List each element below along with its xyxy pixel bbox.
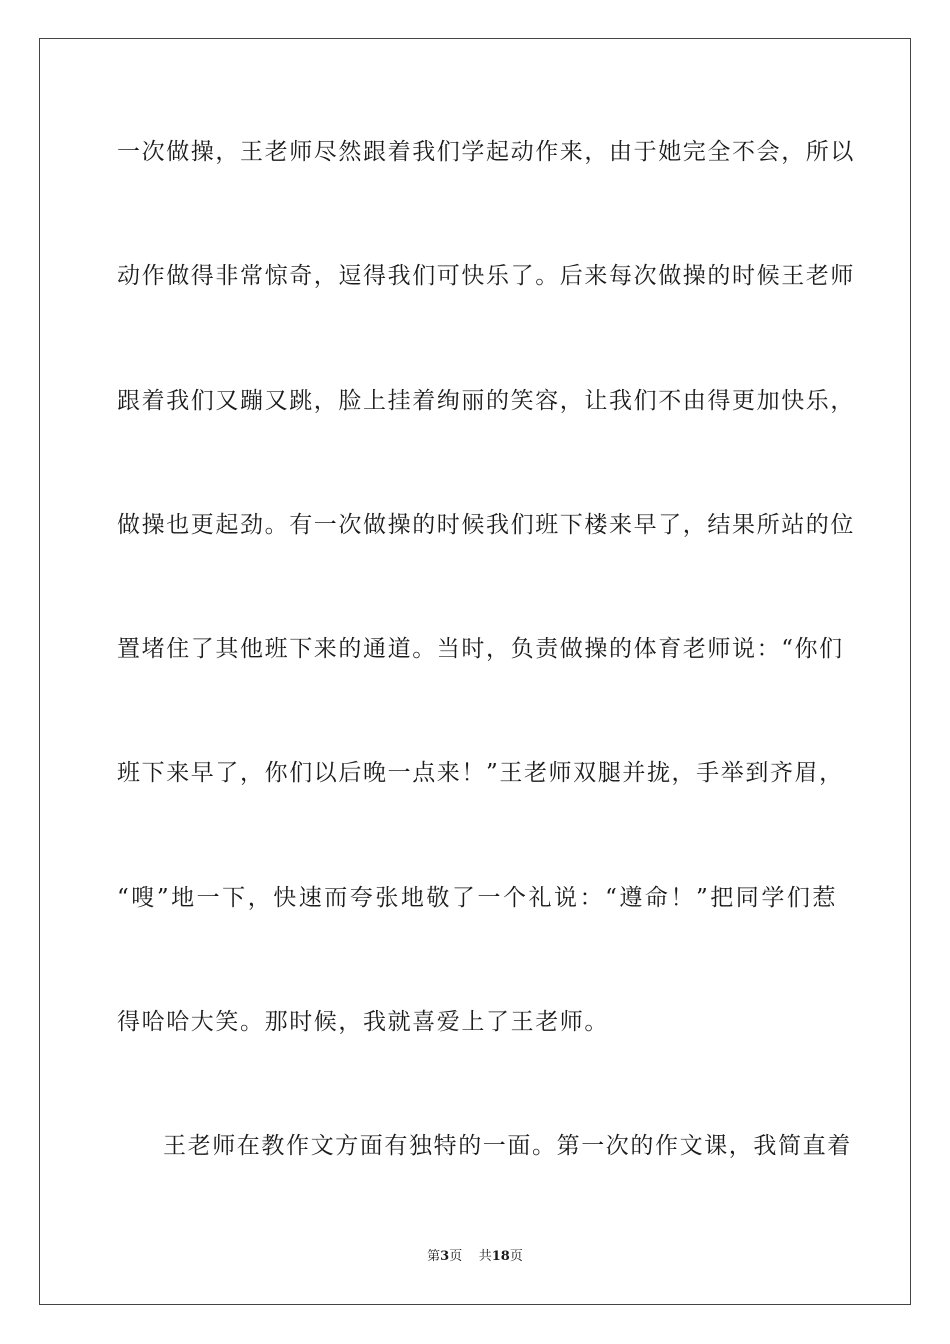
text-line-7: “嗖”地一下，快速而夸张地敬了一个礼说：“遵命！”把同学们惹 bbox=[117, 884, 837, 911]
document-body bbox=[117, 128, 855, 1247]
text-line-3: 跟着我们又蹦又跳，脸上挂着绚丽的笑容，让我们不由得更加快乐， bbox=[117, 387, 855, 414]
text-line-2: 动作做得非常惊奇，逗得我们可快乐了。后来每次做操的时候王老师 bbox=[117, 263, 855, 290]
text-line-1: 一次做操，王老师尽然跟着我们学起动作来，由于她完全不会，所以 bbox=[117, 139, 855, 165]
text-line-9-paragraph-start: 王老师在教作文方面有独特的一面。第一次的作文课，我简直着 bbox=[163, 1133, 852, 1160]
footer-page-number: 3 bbox=[440, 1249, 450, 1264]
text-line-6: 班下来早了，你们以后晚一点来！”王老师双腿并拢，手举到齐眉， bbox=[117, 760, 844, 787]
footer-total-suffix: 页 bbox=[509, 1249, 523, 1264]
footer-total-prefix: 共 bbox=[478, 1249, 492, 1264]
text-line-8-paragraph-end: 得哈哈大笑。那时候，我就喜爱上了王老师。 bbox=[117, 1009, 609, 1036]
text-line-4: 做操也更起劲。有一次做操的时候我们班下楼来早了，结果所站的位 bbox=[117, 511, 855, 538]
text-line-5: 置堵住了其他班下来的通道。当时，负责做操的体育老师说：“你们 bbox=[117, 636, 844, 663]
footer-total-pages: 18 bbox=[491, 1249, 510, 1264]
page-footer bbox=[0, 1245, 950, 1264]
footer-page-prefix: 第 bbox=[427, 1249, 441, 1264]
footer-page-suffix: 页 bbox=[449, 1249, 463, 1264]
